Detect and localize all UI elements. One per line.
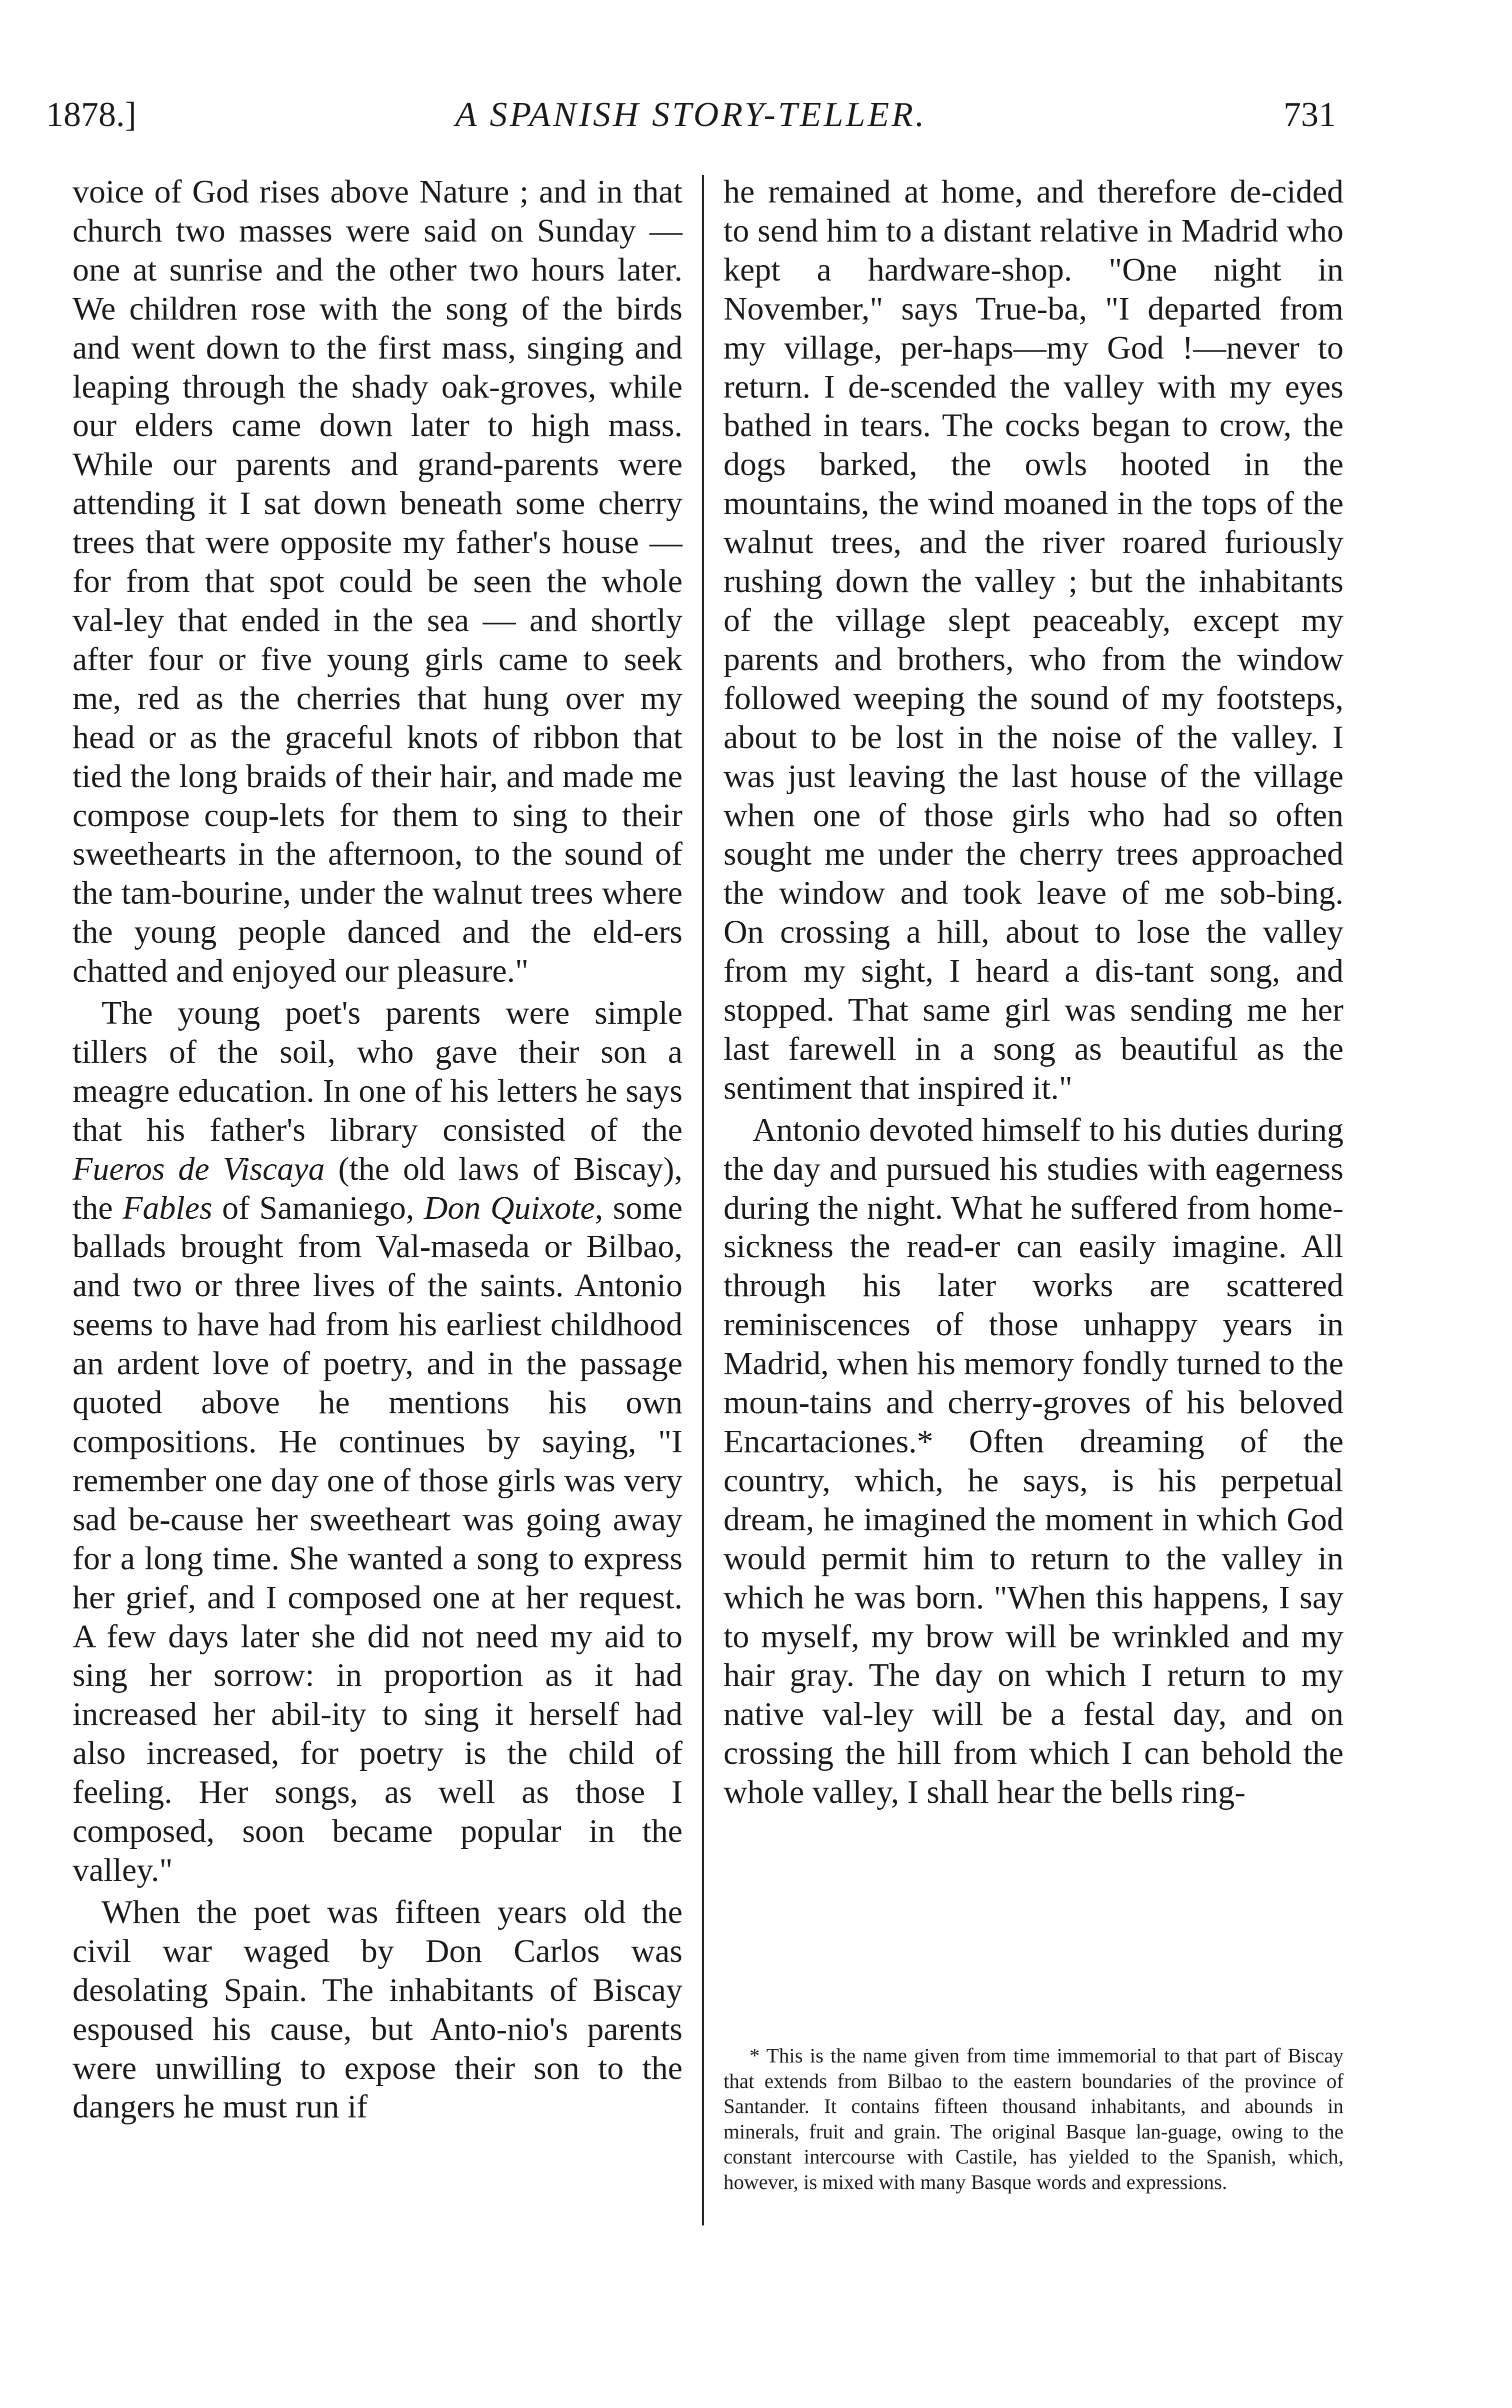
paragraph-library: The young poet's parents were simple tillers of the soil, who gave their son a meagre education. In one of his letters he says that his father's library consisted of the Fueros de Viscaya (the old laws of Biscay), the Fables of Samaniego, Don Quixote, some ballads brought from Val-maseda or Bilbao, and two or three lives of the saints. Antonio seems to have had from his earliest childhood an ardent love of poetry, and in the passage quoted above he mentions his own compositions. He continues by saying, "I remember one day one of those girls was very sad be-cause her sweetheart was going away for a long time. She wanted a song to express her grief, and I composed one at her request. A few days later she did not need my aid to sing her sorrow: in proportion as it had increased her abil-ity to sing it herself had also increased, for poetry is the child of feeling. Her songs, as well as those I composed, soon became popular in the valley." xyxy=(72,995,683,1888)
left-column xyxy=(72,173,682,2129)
running-header xyxy=(46,93,1336,138)
paragraph-madrid: Antonio devoted himself to his duties during the day and pursued his studies with eagerness during the night. What he suffered from home-sickness the read-er can easily imagine. All through his later works are scattered reminiscences of those unhappy years in Madrid, when his memory fondly turned to the moun-tains and cherry-groves of his beloved Encartaciones.* Often dreaming of the country, which, he says, is his perpetual dream, he imagined the moment in which God would permit him to return to the valley in which he was born. "When this happens, I say to myself, my brow will be wrinkled and my hair gray. The day on which I return to my native val-ley will be a festal day, and on crossing the hill from which I can behold the whole valley, I shall hear the bells ring- xyxy=(724,1111,1344,1811)
footnote xyxy=(724,2043,1344,2195)
page-number: 731 xyxy=(1284,96,1336,134)
paragraph-departure: he remained at home, and therefore de-cided to send him to a distant relative in Madrid who kept a hardware-shop. "One night in November," says True-ba, "I departed from my village, per-haps—my God !—never to return. I de-scended the valley with my eyes bathed in tears. The cocks began to crow, the dogs barked, the owls hooted in the mountains, the wind moaned in the tops of the walnut trees, and the river roared furiously rushing down the valley ; but the inhabitants of the village slept peaceably, except my parents and brothers, who from the window followed weeping the sound of my footsteps, about to be lost in the noise of the valley. I was just leaving the last house of the village when one of those girls who had so often sought me under the cherry trees approached the window and took leave of me sob-bing. On crossing a hill, about to lose the valley from my sight, I heard a dis-tant song, and stopped. That same girl was sending me her last farewell in a song as beautiful as the sentiment that inspired it." xyxy=(724,174,1344,1106)
title-fueros: Fueros de Viscaya xyxy=(72,1150,325,1187)
title-fables: Fables xyxy=(122,1189,212,1226)
title-don-quixote: Don Quixote xyxy=(424,1189,595,1226)
footnote-text: * This is the name given from time immemorial to that part of Biscay that extends from Bilbao to the eastern boundaries of the province of Santander. It contains fifteen thousand inhabitants, and abounds in minerals, fruit and grain. The original Basque lan-guage, owing to the constant intercourse with Castile, has yielded to the Spanish, which, however, is mixed with many Basque words and expressions. xyxy=(724,2044,1344,2193)
paragraph-civil-war: When the poet was fifteen years old the civil war waged by Don Carlos was desolating Spain. The inhabitants of Biscay espoused his cause, but Anto-nio's parents were unwilling to expose their son to the dangers he must run if xyxy=(72,1893,682,2125)
header-title: A SPANISH STORY-TELLER. xyxy=(455,96,927,134)
paragraph-continued: voice of God rises above Nature ; and in that church two masses were said on Sunday — one at sunrise and the other two hours later. We children rose with the song of the birds and went down to the first mass, singing and leaping through the shady oak-groves, while our elders came down later to high mass. While our parents and grand-parents were attending it I sat down beneath some cherry trees that were opposite my father's house — for from that spot could be seen the whole val-ley that ended in the sea — and shortly after four or five young girls came to seek me, red as the cherries that hung over my head or as the graceful knots of ribbon that tied the long braids of their hair, and made me compose coup-lets for them to sing to their sweethearts in the afternoon, to the sound of the tam-bourine, under the walnut trees where the young people danced and the eld-ers chatted and enjoyed our pleasure." xyxy=(72,174,682,990)
column-divider xyxy=(702,175,704,2225)
header-year: 1878.] xyxy=(46,96,136,134)
right-column xyxy=(724,173,1344,1815)
